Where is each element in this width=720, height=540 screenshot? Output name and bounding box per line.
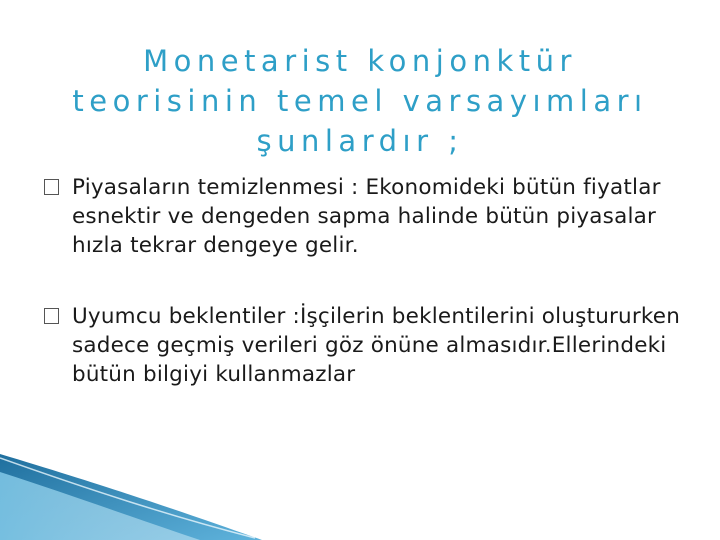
title-line-2: teorisinin temel varsayımları xyxy=(72,84,648,119)
bullet-text: :İşçilerin beklentilerini oluştururken sadece geçmiş verileri göz önüne almasıdır.Ellerindeki bütün bilgiyi kullanmazlar xyxy=(72,304,681,387)
bullet-term: Uyumcu beklentiler xyxy=(72,304,286,329)
corner-swoosh-decoration xyxy=(0,450,270,540)
empty-square-bullet-icon xyxy=(44,308,59,324)
title-line-1: Monetarist konjonktür xyxy=(143,44,577,79)
bullet-item-adaptive-expectations xyxy=(42,302,692,389)
empty-square-bullet-icon xyxy=(44,179,59,195)
title-line-3: şunlardır ; xyxy=(256,124,464,159)
bullet-text: : Ekonomideki bütün fiyatlar esnektir ve dengeden sapma halinde bütün piyasalar hızla tekrar dengeye gelir. xyxy=(72,175,661,258)
bullet-item-market-clearing xyxy=(42,173,692,260)
bullet-list xyxy=(42,173,692,389)
bullet-term: Piyasaların temizlenmesi xyxy=(72,175,344,200)
slide-title xyxy=(40,41,680,161)
